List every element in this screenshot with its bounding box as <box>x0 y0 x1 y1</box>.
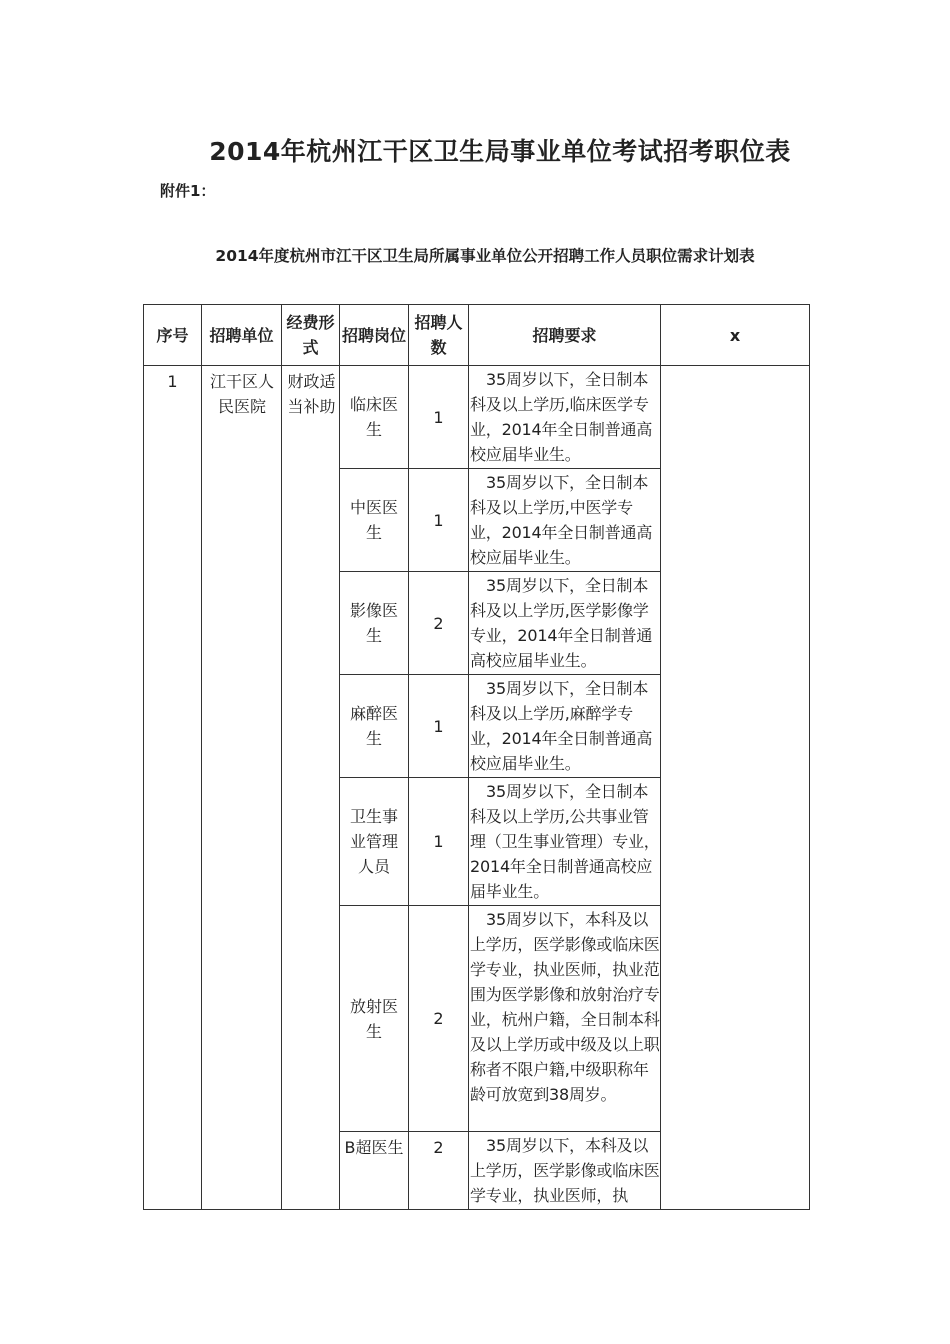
cell-requirements: 35周岁以下，全日制本科及以上学历,麻醉学专业，2014年全日制普通高校应届毕业生。 <box>469 675 661 778</box>
cell-unit: 江干区人民医院 <box>202 366 282 1210</box>
cell-position: 麻醉医生 <box>340 675 409 778</box>
cell-requirements: 35周岁以下，全日制本科及以上学历,中医学专业，2014年全日制普通高校应届毕业生。 <box>469 469 661 572</box>
cell-count: 1 <box>409 778 469 906</box>
header-no: 序号 <box>144 305 202 366</box>
cell-requirements: 35周岁以下，本科及以上学历，医学影像或临床医学专业，执业医师，执业范围为医学影像和放射治疗专业，杭州户籍，全日制本科及以上学历或中级及以上职称者不限户籍,中级职称年龄可放宽到38周岁。 <box>469 906 661 1132</box>
header-count: 招聘人数 <box>409 305 469 366</box>
cell-position: 放射医生 <box>340 906 409 1132</box>
cell-requirements: 35周岁以下，本科及以上学历，医学影像或临床医学专业，执业医师，执 <box>469 1132 661 1210</box>
cell-position: 影像医生 <box>340 572 409 675</box>
header-x: x <box>661 305 810 366</box>
table-header-row <box>144 305 810 366</box>
cell-requirements: 35周岁以下，全日制本科及以上学历,医学影像学专业，2014年全日制普通高校应届毕业生。 <box>469 572 661 675</box>
cell-count: 2 <box>409 906 469 1132</box>
cell-x <box>661 366 810 1210</box>
header-unit: 招聘单位 <box>202 305 282 366</box>
header-position: 招聘岗位 <box>340 305 409 366</box>
cell-requirements: 35周岁以下，全日制本科及以上学历,临床医学专业，2014年全日制普通高校应届毕业生。 <box>469 366 661 469</box>
header-requirements: 招聘要求 <box>469 305 661 366</box>
page-title: 2014年杭州江干区卫生局事业单位考试招考职位表 <box>209 137 791 166</box>
cell-position: B超医生 <box>340 1132 409 1210</box>
table-subtitle: 2014年度杭州市江干区卫生局所属事业单位公开招聘工作人员职位需求计划表 <box>215 247 755 265</box>
table-row <box>144 366 810 469</box>
cell-position: 临床医生 <box>340 366 409 469</box>
cell-count: 1 <box>409 469 469 572</box>
cell-count: 2 <box>409 1132 469 1210</box>
cell-position: 卫生事业管理人员 <box>340 778 409 906</box>
cell-count: 2 <box>409 572 469 675</box>
attachment-label: 附件1： <box>160 182 216 200</box>
positions-table <box>143 304 810 1210</box>
cell-count: 1 <box>409 366 469 469</box>
cell-no: 1 <box>144 366 202 1210</box>
cell-count: 1 <box>409 675 469 778</box>
cell-requirements: 35周岁以下，全日制本科及以上学历,公共事业管理（卫生事业管理）专业，2014年全日制普通高校应届毕业生。 <box>469 778 661 906</box>
header-funding: 经费形式 <box>282 305 340 366</box>
cell-funding: 财政适当补助 <box>282 366 340 1210</box>
cell-position: 中医医生 <box>340 469 409 572</box>
